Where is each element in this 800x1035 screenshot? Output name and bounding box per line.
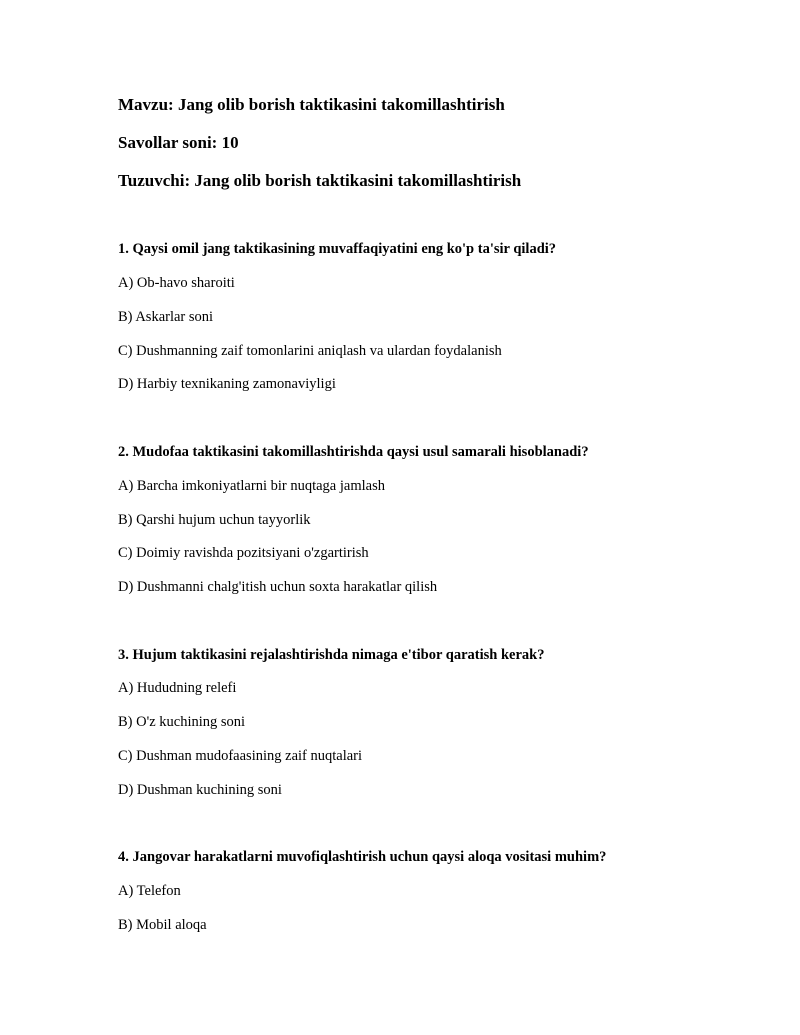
question-3-option-d: D) Dushman kuchining soni <box>118 782 282 798</box>
question-1-option-d: D) Harbiy texnikaning zamonaviyligi <box>118 376 336 392</box>
question-count-heading: Savollar soni: 10 <box>118 133 239 152</box>
question-2-option-c: C) Doimiy ravishda pozitsiyani o'zgartirish <box>118 545 369 561</box>
question-2-option-a: A) Barcha imkoniyatlarni bir nuqtaga jamlash <box>118 478 385 494</box>
question-2-option-b: B) Qarshi hujum uchun tayyorlik <box>118 512 311 528</box>
author-heading: Tuzuvchi: Jang olib borish taktikasini takomillashtirish <box>118 171 522 190</box>
question-3-option-c: C) Dushman mudofaasining zaif nuqtalari <box>118 748 363 764</box>
question-2: 2. Mudofaa taktikasini takomillashtirishda qaysi usul samarali hisoblanadi? <box>118 444 589 460</box>
question-1: 1. Qaysi omil jang taktikasining muvaffaqiyatini eng ko'p ta'sir qiladi? <box>118 241 557 257</box>
question-2-option-d: D) Dushmanni chalg'itish uchun soxta harakatlar qilish <box>118 579 438 595</box>
question-3: 3. Hujum taktikasini rejalashtirishda nimaga e'tibor qaratish kerak? <box>118 647 545 663</box>
topic-heading: Mavzu: Jang olib borish taktikasini takomillashtirish <box>118 95 505 114</box>
question-4: 4. Jangovar harakatlarni muvofiqlashtirish uchun qaysi aloqa vositasi muhim? <box>118 849 607 865</box>
question-4-option-a: A) Telefon <box>118 883 181 899</box>
question-1-option-b: B) Askarlar soni <box>118 309 214 325</box>
question-1-option-c: C) Dushmanning zaif tomonlarini aniqlash va ulardan foydalanish <box>118 343 502 359</box>
question-4-option-b: B) Mobil aloqa <box>118 917 207 933</box>
question-1-option-a: A) Ob-havo sharoiti <box>118 275 235 291</box>
question-3-option-a: A) Hududning relefi <box>118 680 237 696</box>
question-3-option-b: B) O'z kuchining soni <box>118 714 246 730</box>
